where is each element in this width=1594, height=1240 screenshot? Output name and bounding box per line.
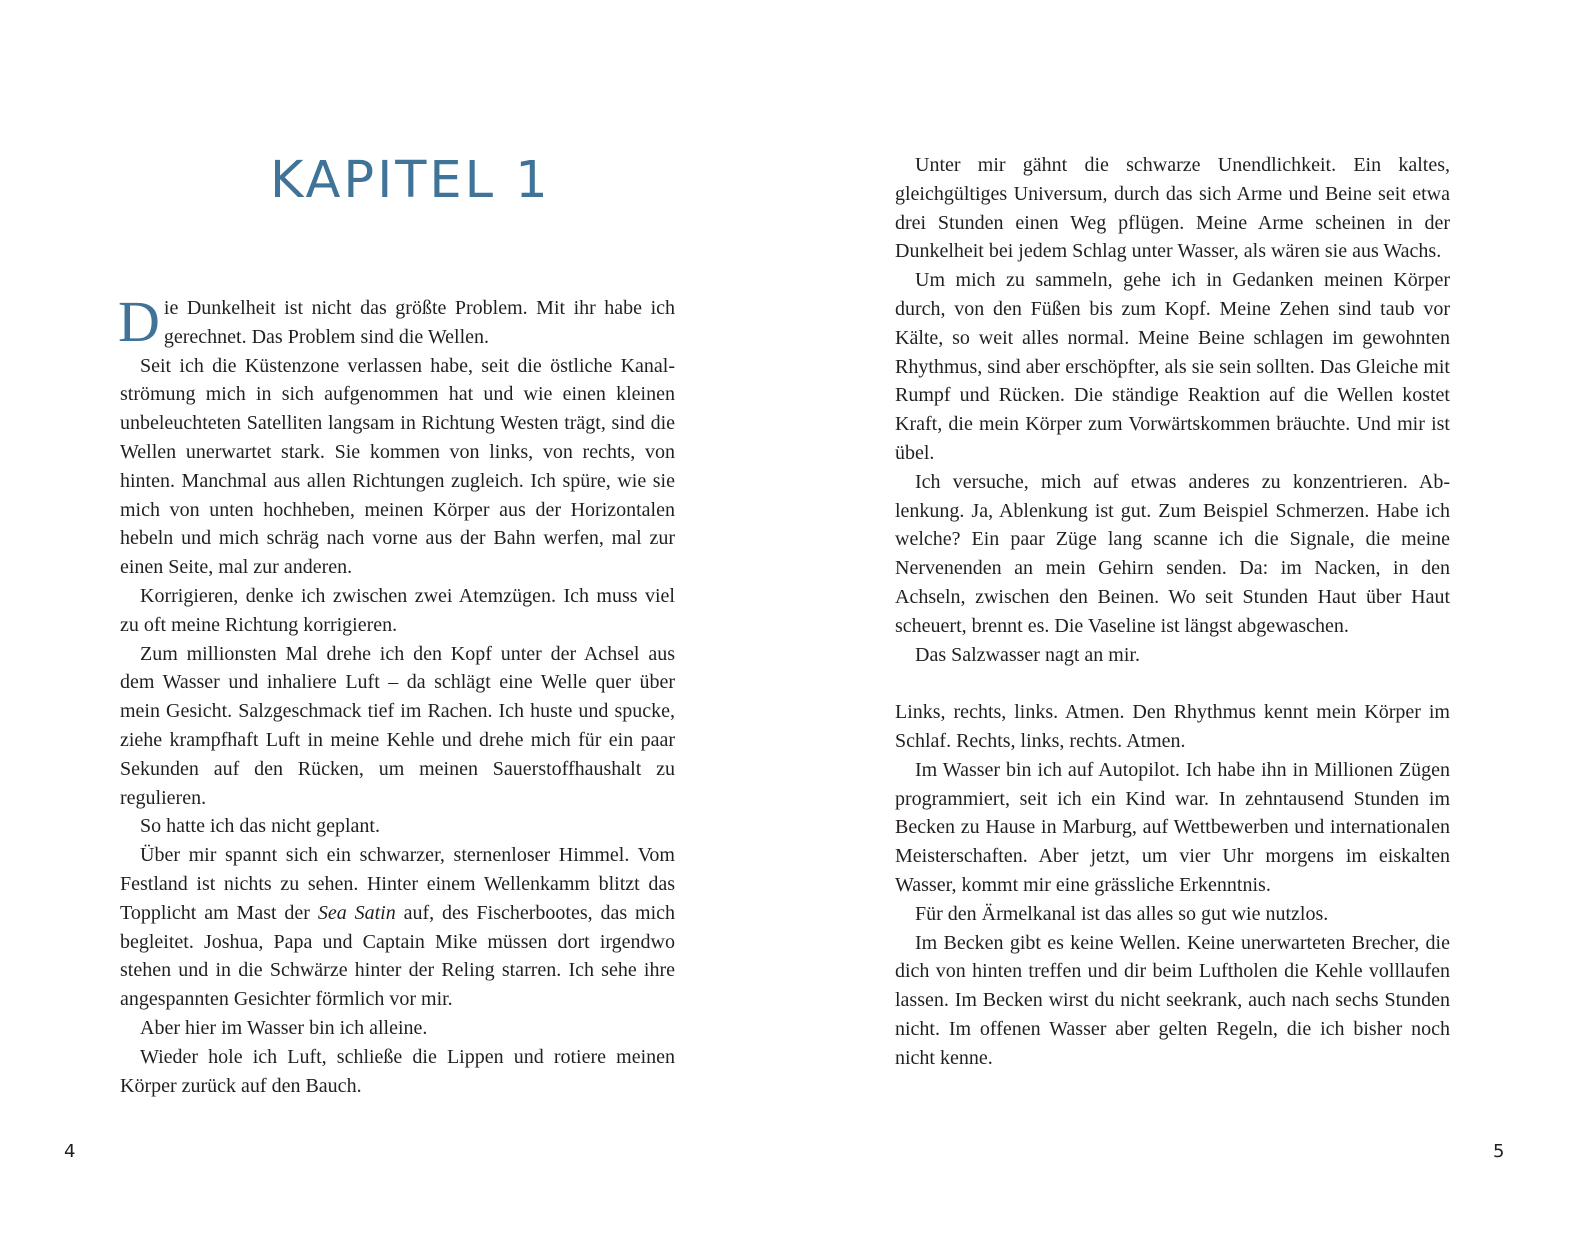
- right-page: [797, 0, 1594, 1240]
- paragraph: [118, 289, 675, 354]
- paragraph: Um mich zu sammeln, gehe ich in Gedanken meinen Körper durch, von den Füßen bis zum Kopf. Meine Zehen sind taub vor Kälte, so weit alles normal. Meine Beine schlagen im gewohnten Rhythmus, sind aber erschöpfter, als sie sein sollten. Das Gleiche mit Rumpf und Rücken. Die ständige Reaktion auf die Wellen kostet Kraft, die mein Körper zum Vorwärtskommen bräuchte. Und mir ist übel.: [895, 269, 1450, 464]
- page-number-right: 5: [1493, 1141, 1505, 1162]
- left-page-body: [118, 289, 675, 1100]
- paragraph: So hatte ich das nicht geplant.: [140, 815, 380, 838]
- paragraph: [120, 841, 675, 1014]
- paragraph: Im Becken gibt es keine Wellen. Keine unerwarteten Brecher, die dich von hinten treffen und dir beim Luftholen die Kehle volllaufen lassen. Im Becken wirst du nicht seekrank, auch nach sechs Stunden nicht. Im offenen Wasser aber gelten Regeln, die ich bisher noch nicht kenne.: [895, 931, 1450, 1069]
- ship-name: Sea Satin: [317, 901, 396, 924]
- paragraph: Zum millionsten Mal drehe ich den Kopf unter der Achsel aus dem Wasser und inhaliere Luft – da schlägt eine Welle quer über mein Gesicht. Salzgeschmack tief im Rachen. Ich huste und spucke, ziehe krampfhaft Luft in meine Kehle und drehe mich für ein paar Sekunden auf den Rücken, um meinen Sauerstoffhaushalt zu regulieren.: [120, 642, 675, 809]
- paragraph-text: Über mir spannt sich ein schwarzer, sternenloser Himmel. Vom Festland ist nichts zu sehen. Hinter einem Wellenkamm blitzt das Topplicht am Mast der: [120, 844, 675, 924]
- paragraph: Das Salzwasser nagt an mir.: [915, 643, 1140, 666]
- page-number-left: 4: [64, 1141, 76, 1162]
- paragraph: Unter mir gähnt die schwarze Unendlichkeit. Ein kaltes, gleichgültiges Universum, durch das sich Arme und Beine seit etwa drei Stunden einen Weg pflügen. Meine Arme scheinen in der Dunkelheit bei jedem Schlag unter Wasser, als wären sie aus Wachs.: [895, 154, 1450, 263]
- paragraph-text: auf, des Fischerbootes, das mich begleitet. Joshua, Papa und Captain Mike müssen dort irgendwo stehen und in die Schwärze hinter der Reling starren. Ich sehe ihre angespannten Gesichter förmlich vor mir.: [120, 901, 675, 1011]
- drop-cap: D: [118, 289, 160, 354]
- paragraph: Für den Ärmelkanal ist das alles so gut wie nutzlos.: [915, 902, 1329, 925]
- paragraph: Seit ich die Küstenzone verlassen habe, seit die östliche Kanalströmung mich in sich aufgenommen hat und wie einen kleinen unbeleuchteten Satelliten langsam in Richtung Westen trägt, sind die Wellen unerwartet stark. Sie kommen von links, von rechts, von hinten. Manchmal aus allen Richtungen zugleich. Ich spüre, wie sie mich von unten hochheben, meinen Körper aus der Horizontalen hebeln und mich schräg nach vorne aus der Bahn werfen, mal zur einen Seite, mal zur anderen.: [120, 354, 675, 579]
- paragraph: Wieder hole ich Luft, schließe die Lippen und rotiere meinen Körper zurück auf den Bauch.: [120, 1045, 675, 1097]
- paragraph: Aber hier im Wasser bin ich alleine.: [140, 1016, 428, 1039]
- right-page-body: [895, 151, 1450, 1073]
- section-break: [895, 669, 1450, 698]
- paragraph: Im Wasser bin ich auf Autopilot. Ich habe ihn in Millionen Zügen programmiert, seit ich ein Kind war. In zehntausend Stunden im Becken zu Hause in Marburg, auf Wettbewerben und internationalen Meisterschaften. Aber jetzt, um vier Uhr morgens im eiskalten Wasser, kommt mir eine grässliche Erkenntnis.: [895, 758, 1450, 896]
- paragraph: Korrigieren, denke ich zwischen zwei Atemzügen. Ich muss viel zu oft meine Richtung korrigieren.: [120, 584, 675, 636]
- paragraph: Links, rechts, links. Atmen. Den Rhythmus kennt mein Körper im Schlaf. Rechts, links, rechts. Atmen.: [895, 701, 1450, 752]
- paragraph: Ich versuche, mich auf etwas anderes zu konzentrieren. Ablenkung. Ja, Ablenkung ist gut. Zum Beispiel Schmerzen. Habe ich welche? Ein paar Züge lang scanne ich die Signale, die meine Nervenenden an mein Gehirn senden. Da: im Nacken, in den Achseln, zwischen den Beinen. Wo seit Stunden Haut über Haut scheuert, brennt es. Die Vaseline ist längst abgewaschen.: [895, 470, 1450, 637]
- paragraph-text: ie Dunkelheit ist nicht das größte Problem. Mit ihr habe ich gerechnet. Das Problem sind die Wellen.: [163, 297, 675, 348]
- chapter-title: KAPITEL 1: [270, 151, 551, 210]
